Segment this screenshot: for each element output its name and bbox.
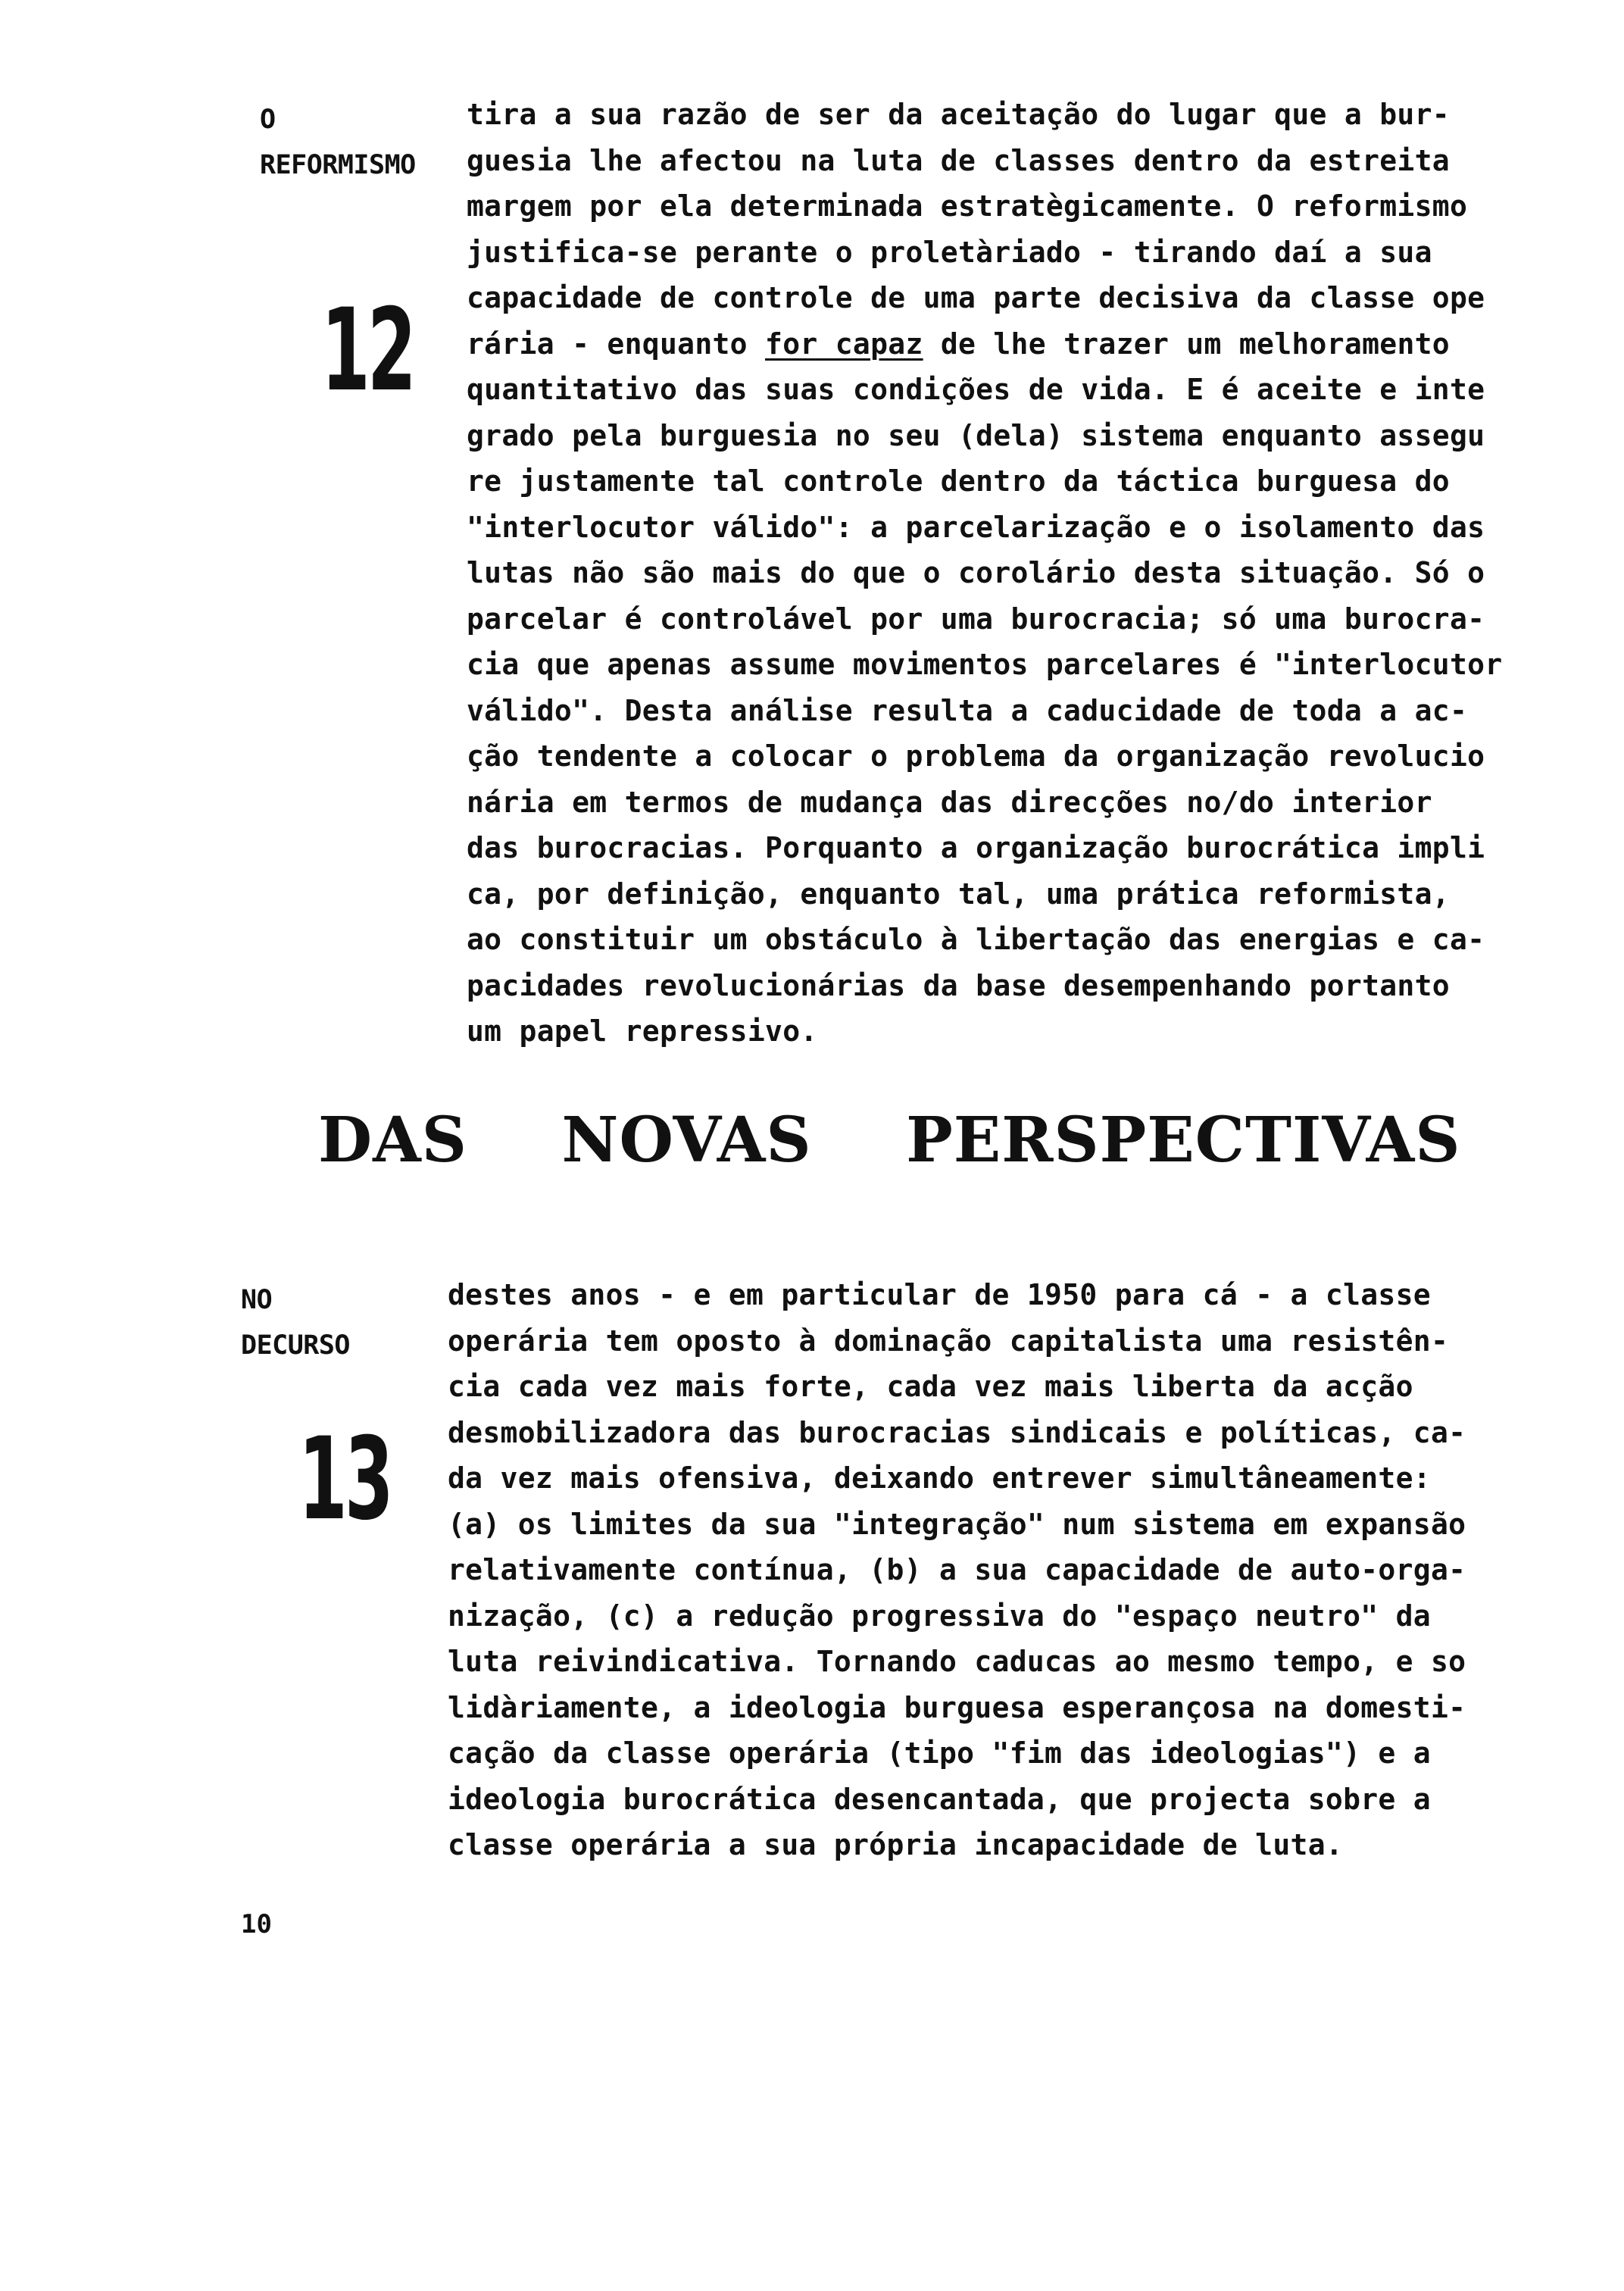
line-text: válido". Desta análise resulta a caducidade de toda a ac- <box>467 693 1468 727</box>
body-line <box>467 733 1503 780</box>
body-line <box>448 1364 1466 1410</box>
line-text: quantitativo das suas condições de vida. E é aceite e inte <box>467 373 1485 406</box>
body-line <box>467 92 1503 138</box>
line-text: da vez mais ofensiva, deixando entrever simultâneamente: <box>448 1461 1431 1495</box>
line-text: nária em termos de mudança das direcções no/do interior <box>467 785 1432 819</box>
body-line <box>467 321 1503 367</box>
line-text: re justamente tal controle dentro da táctica burguesa do <box>467 464 1450 498</box>
body-line <box>467 780 1503 826</box>
body-line <box>467 275 1503 321</box>
section-number: 13 <box>298 1414 391 1546</box>
line-text: ção tendente a colocar o problema da organização revolucio <box>467 739 1485 773</box>
line-text: cia cada vez mais forte, cada vez mais liberta da acção <box>448 1370 1413 1403</box>
line-text: nização, (c) a redução progressiva do "espaço neutro" da <box>448 1599 1431 1633</box>
body-line <box>448 1822 1466 1868</box>
body-line <box>467 596 1503 642</box>
section-number: 12 <box>321 285 414 417</box>
body-line <box>467 688 1503 734</box>
line-text: classe operária a sua própria incapacidade de luta. <box>448 1828 1344 1861</box>
line-text: rária - enquanto <box>467 327 766 361</box>
line-text: relativamente contínua, (b) a sua capacidade de auto-orga- <box>448 1553 1466 1586</box>
line-text: lidàriamente, a ideologia burguesa esperançosa na domesti- <box>448 1690 1466 1724</box>
line-text: "interlocutor válido": a parcelarização e o isolamento das <box>467 510 1485 544</box>
body-line <box>467 1008 1503 1055</box>
page-number: 10 <box>241 1909 272 1939</box>
line-text: lutas não são mais do que o corolário desta situação. Só o <box>467 556 1485 589</box>
line-text: um papel repressivo. <box>467 1014 818 1048</box>
line-text: operária tem oposto à dominação capitalista uma resistên- <box>448 1324 1449 1358</box>
line-text: (a) os limites da sua "integração" num sistema em expansão <box>448 1507 1466 1541</box>
body-line <box>467 138 1503 184</box>
line-text: ca, por definição, enquanto tal, uma prática reformista, <box>467 877 1450 911</box>
line-text: margem por ela determinada estratègicamente. O reformismo <box>467 189 1468 223</box>
section-lead-text: O REFORMISMO <box>260 105 416 180</box>
body-line <box>467 642 1503 688</box>
line-text: capacidade de controle de uma parte decisiva da classe ope <box>467 281 1485 314</box>
line-text: ideologia burocrática desencantada, que projecta sobre a <box>448 1782 1431 1816</box>
body-line <box>467 825 1503 871</box>
body-line <box>448 1502 1466 1548</box>
body-line <box>448 1455 1466 1502</box>
line-text: grado pela burguesia no seu (dela) sistema enquanto assegu <box>467 418 1485 452</box>
body-line <box>448 1547 1466 1593</box>
line-text: cação da classe operária (tipo "fim das ideologias") e a <box>448 1736 1431 1770</box>
body-line <box>448 1777 1466 1823</box>
line-text: tira a sua razão de ser da aceitação do lugar que a bur- <box>467 98 1450 131</box>
body-line <box>448 1593 1466 1639</box>
line-text: ao constituir um obstáculo à libertação das energias e ca- <box>467 923 1485 956</box>
line-text: destes anos - e em particular de 1950 para cá - a classe <box>448 1278 1431 1311</box>
body-line <box>467 505 1503 551</box>
body-line <box>448 1685 1466 1731</box>
line-text: parcelar é controlável por uma burocracia; só uma burocra- <box>467 602 1485 636</box>
section-body-lines <box>467 92 1503 1055</box>
line-text: desmobilizadora das burocracias sindicais e políticas, ca- <box>448 1415 1466 1449</box>
line-text: guesia lhe afectou na luta de classes dentro da estreita <box>467 143 1450 177</box>
section-body-lines <box>448 1272 1466 1868</box>
line-text: luta reivindicativa. Tornando caducas ao mesmo tempo, e so <box>448 1645 1466 1678</box>
line-text: de lhe trazer um melhoramento <box>923 327 1450 361</box>
body-line <box>467 458 1503 505</box>
body-line <box>448 1639 1466 1685</box>
section-heading: DAS NOVAS PERSPECTIVAS <box>318 1104 1461 1177</box>
body-line <box>467 230 1503 276</box>
underlined-text: for capaz <box>765 327 923 361</box>
body-line <box>448 1272 1466 1318</box>
body-line <box>467 550 1503 596</box>
body-line <box>467 871 1503 917</box>
line-text: das burocracias. Porquanto a organização burocrática impli <box>467 831 1485 864</box>
body-line <box>467 413 1503 459</box>
body-line <box>448 1410 1466 1456</box>
line-text: pacidades revolucionárias da base desempenhando portanto <box>467 968 1450 1002</box>
line-text: justifica-se perante o proletàriado - tirando daí a sua <box>467 235 1432 269</box>
body-line <box>467 367 1503 413</box>
body-line <box>467 917 1503 963</box>
body-line <box>467 183 1503 230</box>
body-line <box>467 963 1503 1009</box>
body-line <box>448 1318 1466 1364</box>
body-line <box>448 1730 1466 1777</box>
section-lead-text: NO DECURSO <box>241 1285 351 1361</box>
line-text: cia que apenas assume movimentos parcelares é "interlocutor <box>467 648 1503 681</box>
